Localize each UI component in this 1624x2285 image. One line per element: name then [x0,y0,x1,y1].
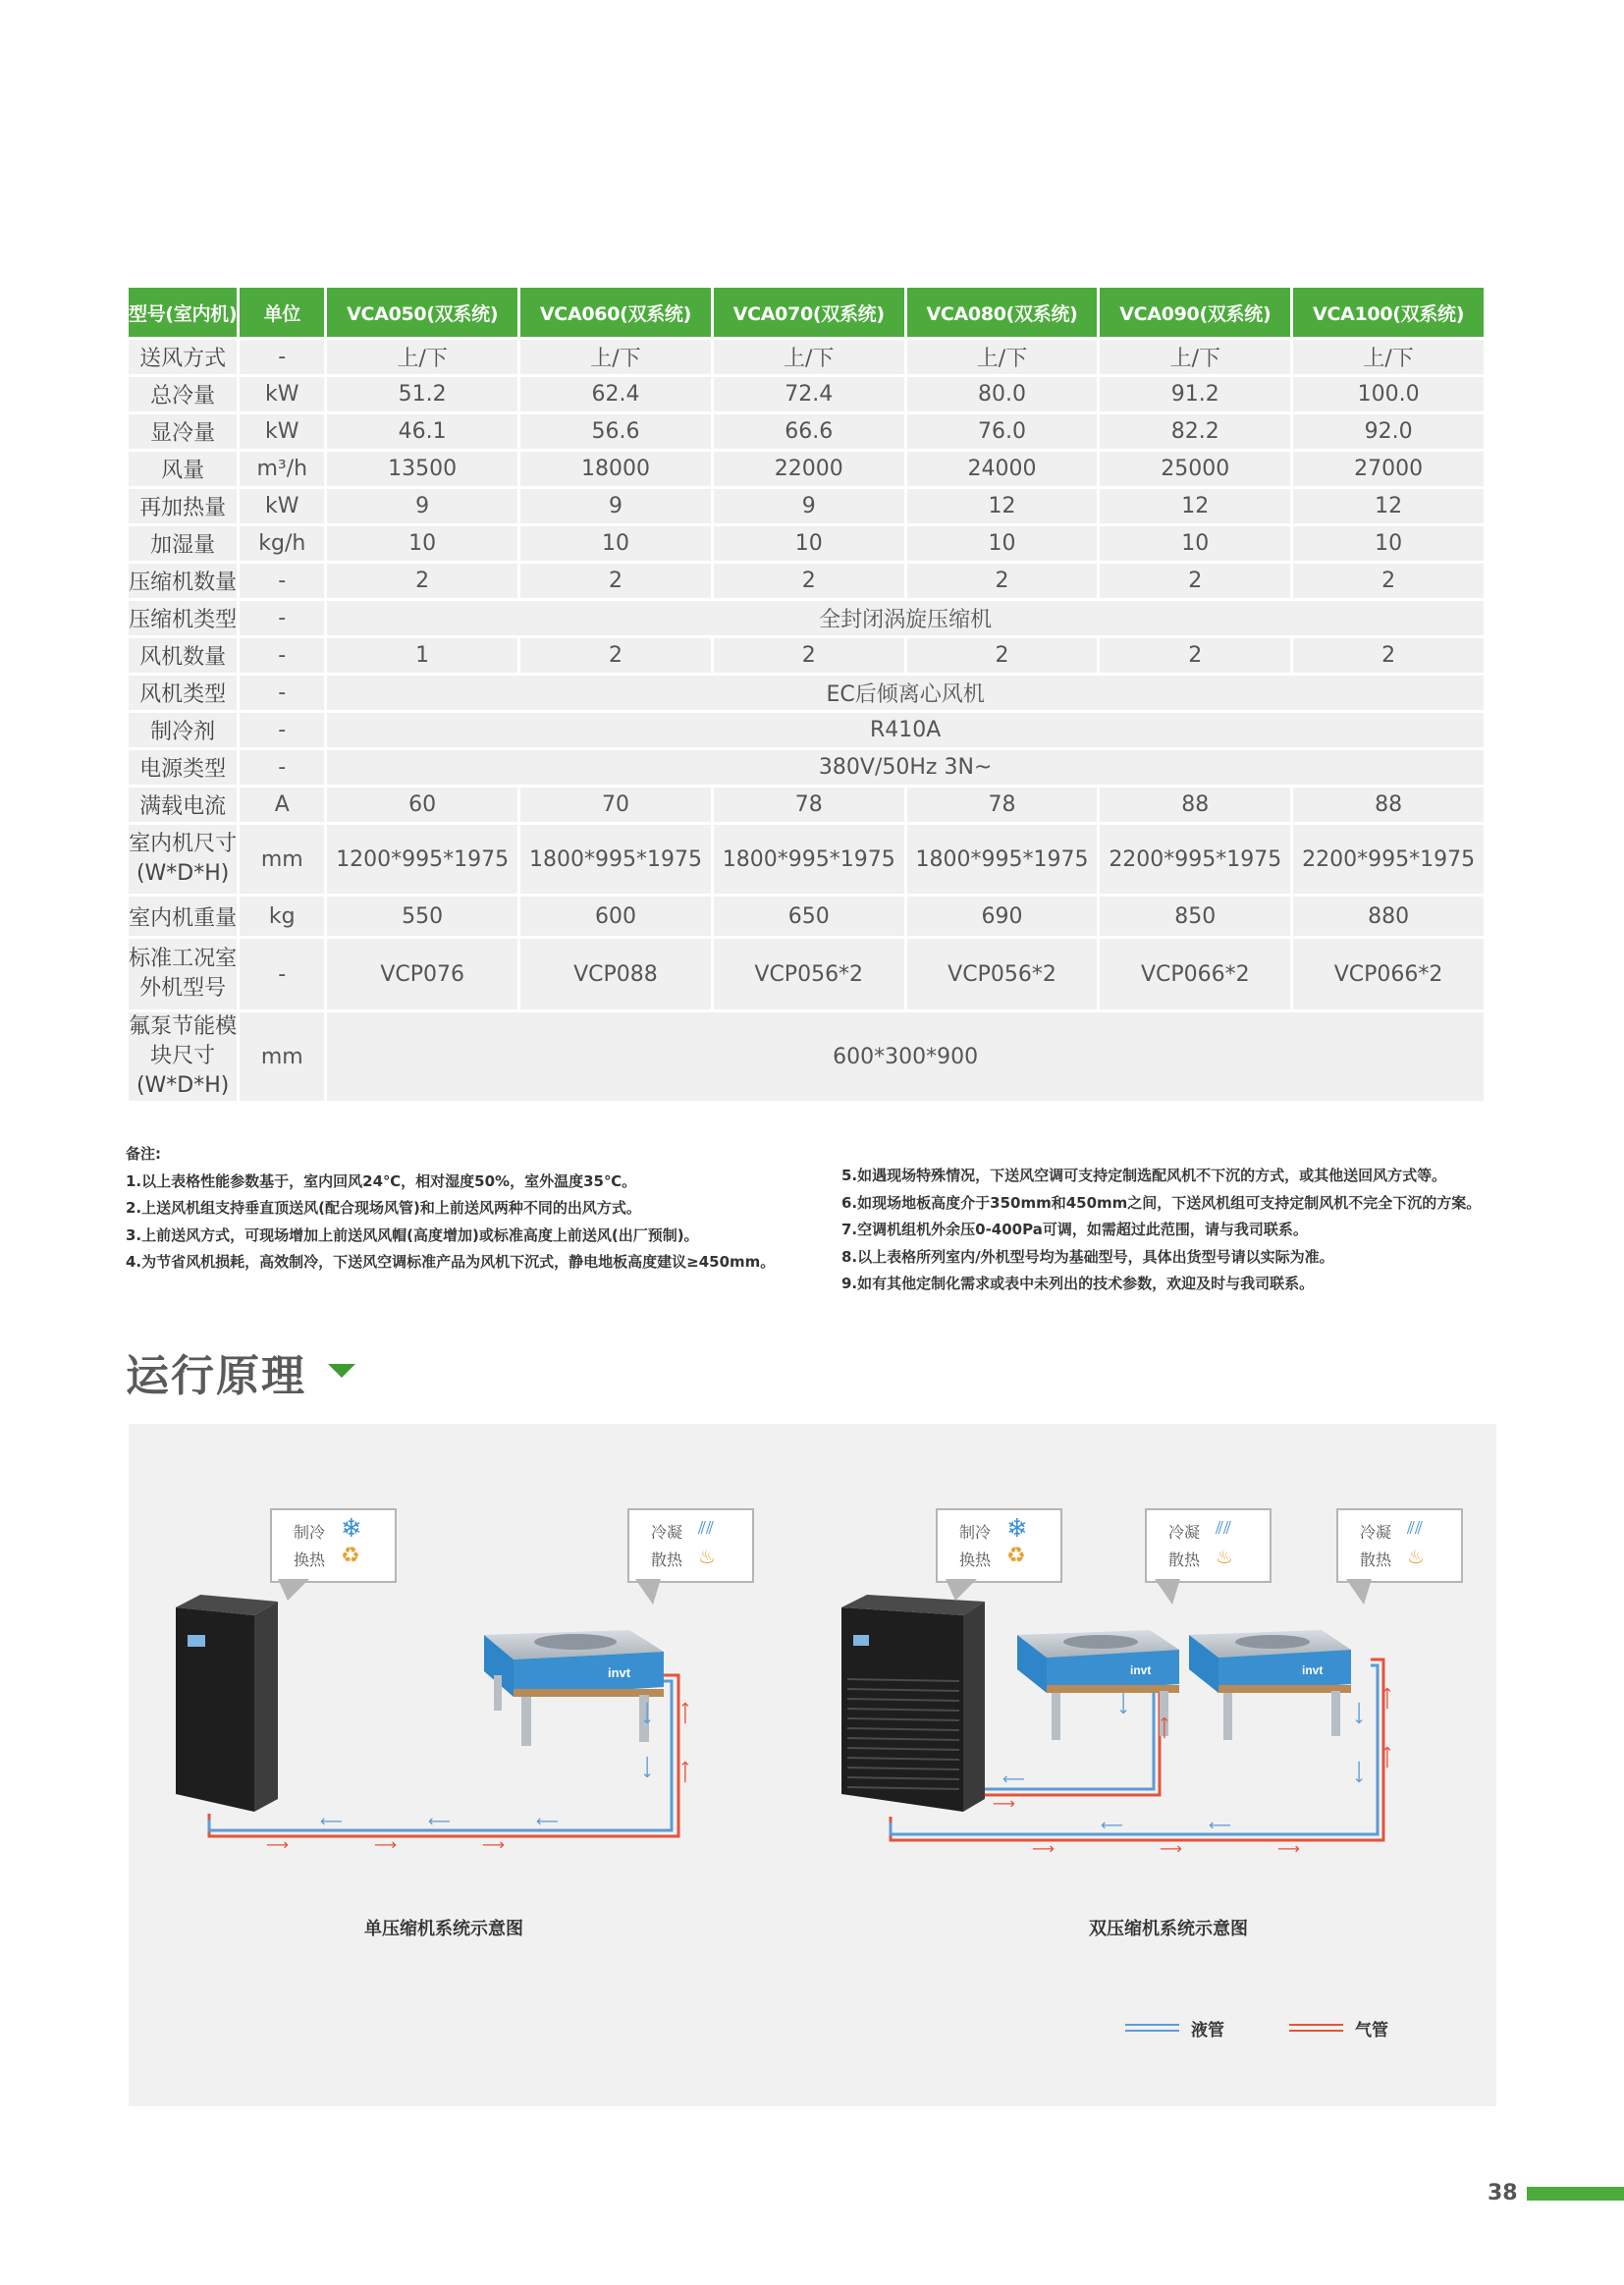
table-cell: 56.6 [520,414,711,449]
table-cell-merged: R410A [327,713,1484,747]
table-cell: 62.4 [520,377,711,411]
brand-label: invt [608,1665,631,1680]
row-label: 风量 [129,452,237,486]
table-cell: VCP056*2 [907,939,1098,1009]
spec-row [129,526,1484,561]
caption-single-compressor: 单压缩机系统示意图 [364,1919,523,1939]
svg-text:⟶: ⟶ [993,1794,1015,1813]
bubble-tail [946,1579,977,1601]
note-6: 6.如现场地板高度介于350mm和450mm之间，下送风机组可支持定制风机不完全下沉的方案。 [841,1193,1482,1212]
svg-text:⟶: ⟶ [638,1756,657,1778]
spec-row [129,750,1484,785]
svg-text:⟶: ⟶ [1350,1761,1369,1783]
bubble-tail [278,1579,309,1601]
spec-row [129,489,1484,523]
table-cell-merged: EC后倾离心风机 [327,676,1484,710]
table-cell: 78 [907,788,1098,822]
svg-text:⟶: ⟶ [1155,1716,1173,1739]
table-cell: 上/下 [714,340,904,374]
table-cell: 13500 [327,452,517,486]
row-unit: - [240,601,324,635]
table-cell: 10 [1293,526,1484,561]
table-cell: 上/下 [907,340,1098,374]
row-label: 室内机尺寸(W*D*H) [129,825,237,894]
table-cell: 2 [907,564,1098,598]
row-label: 显冷量 [129,414,237,449]
row-unit: kW [240,489,324,523]
spec-row [129,788,1484,822]
notes-right [841,1163,1481,1298]
table-cell: 1200*995*1975 [327,825,517,894]
table-cell: 上/下 [327,340,517,374]
table-cell: 2 [1100,638,1290,673]
spec-row [129,414,1484,449]
bubble-outdoor-single [627,1508,754,1583]
table-cell: 82.2 [1100,414,1290,449]
svg-text:⟶: ⟶ [638,1702,657,1724]
table-cell: 76.0 [907,414,1098,449]
note-4: 4.为节省风机损耗，高效制冷，下送风空调标准产品为风机下沉式，静电地板高度建议≥450mm。 [126,1253,776,1271]
note-8: 8.以上表格所列室内/外机型号均为基础型号，具体出货型号请以实际为准。 [841,1247,1334,1266]
table-cell: VCP056*2 [714,939,904,1009]
row-label: 制冷剂 [129,713,237,747]
note-2: 2.上送风机组支持垂直顶送风(配合现场风管)和上前送风两种不同的出风方式。 [126,1199,641,1217]
table-cell-merged: 全封闭涡旋压缩机 [327,601,1484,635]
table-cell: 46.1 [327,414,517,449]
table-cell: 12 [1293,489,1484,523]
spec-row [129,377,1484,411]
brand-label: invt [1130,1663,1152,1677]
table-cell: 9 [327,489,517,523]
header-vca090: VCA090(双系统) [1100,288,1290,337]
table-cell: 690 [907,897,1098,936]
note-5: 5.如遇现场特殊情况，下送风空调可支持定制选配风机不下沉的方式，或其他送回风方式等。 [841,1167,1447,1184]
table-cell: 650 [714,897,904,936]
spec-row [129,601,1484,635]
row-label: 满载电流 [129,788,237,822]
table-cell: 18000 [520,452,711,486]
table-cell: 2 [714,564,904,598]
table-cell: 80.0 [907,377,1098,411]
note-3: 3.上前送风方式，可现场增加上前送风风帽(高度增加)或标准高度上前送风(出厂预制)。 [126,1225,699,1244]
table-cell: 100.0 [1293,377,1484,411]
heat-icon: ♨ [698,1545,716,1568]
legend-gas-label: 气管 [1355,2021,1388,2040]
row-label: 风机类型 [129,676,237,710]
table-cell: 2 [520,564,711,598]
brand-label: invt [1302,1663,1324,1677]
table-cell-merged: 600*300*900 [327,1012,1484,1101]
row-label: 电源类型 [129,750,237,785]
table-cell: 2 [1293,638,1484,673]
table-cell: 10 [1100,526,1290,561]
table-cell: 880 [1293,897,1484,936]
svg-text:⟶: ⟶ [374,1835,397,1854]
svg-text:⟶: ⟶ [1350,1702,1369,1724]
table-cell: 10 [520,526,711,561]
svg-text:⟶: ⟶ [266,1835,289,1854]
table-cell: 上/下 [520,340,711,374]
bubble-label-dissipate: 散热 [1360,1551,1392,1569]
svg-text:⟵: ⟵ [1209,1816,1231,1834]
table-cell: 2200*995*1975 [1100,825,1290,894]
svg-text:⟵: ⟵ [1002,1769,1025,1788]
spec-row [129,340,1484,374]
svg-text:⟵: ⟵ [1101,1816,1123,1834]
legend-lines [1125,2025,1343,2031]
table-cell: 2 [907,638,1098,673]
table-cell: 9 [714,489,904,523]
row-unit: - [240,750,324,785]
snowflake-icon: ❄ [1006,1514,1028,1544]
svg-text:⟶: ⟶ [1032,1839,1055,1858]
note-9: 9.如有其他定制化需求或表中未列出的技术参数，欢迎及时与我司联系。 [841,1275,1315,1292]
table-cell: 1800*995*1975 [520,825,711,894]
table-cell: 27000 [1293,452,1484,486]
row-unit: - [240,340,324,374]
double-system [841,1595,1396,1858]
bubble-label-dissipate: 散热 [1168,1551,1201,1569]
wind-icon: ⫽⫽ [1216,1518,1232,1539]
wind-icon: ⫽⫽ [698,1518,715,1539]
row-label: 室内机重量 [129,897,237,936]
row-unit: - [240,713,324,747]
row-label: 风机数量 [129,638,237,673]
row-label: 氟泵节能模块尺寸(W*D*H) [129,1012,237,1101]
row-unit: - [240,564,324,598]
page-number: 38 [1488,2181,1518,2205]
section-title: 运行原理 [126,1351,306,1401]
bubble-indoor-double [936,1508,1062,1583]
row-unit: m³/h [240,452,324,486]
table-cell: 1 [327,638,517,673]
spec-row [129,825,1484,894]
table-cell: 78 [714,788,904,822]
table-cell: VCP066*2 [1100,939,1290,1009]
table-cell: 550 [327,897,517,936]
header-unit: 单位 [240,288,324,337]
svg-text:⟵: ⟵ [320,1812,343,1830]
header-vca100: VCA100(双系统) [1293,288,1484,337]
table-cell: 2200*995*1975 [1293,825,1484,894]
spec-row [129,676,1484,710]
bubble-label-condense: 冷凝 [1168,1523,1201,1542]
table-cell: 60 [327,788,517,822]
bubble-tail [635,1579,661,1605]
table-cell: 70 [520,788,711,822]
svg-text:⟶: ⟶ [676,1761,694,1783]
table-cell: 上/下 [1293,340,1484,374]
bubble-label-cool: 制冷 [959,1523,992,1542]
row-unit: kg [240,897,324,936]
table-cell: 2 [714,638,904,673]
note-7: 7.空调机组机外余压0-400Pa可调，如需超过此范围，请与我司联系。 [841,1221,1308,1238]
wind-icon: ⫽⫽ [1407,1518,1424,1539]
svg-text:⟶: ⟶ [1378,1746,1396,1768]
svg-text:⟵: ⟵ [428,1812,451,1830]
table-cell: 22000 [714,452,904,486]
table-cell: 2 [520,638,711,673]
table-cell: 10 [327,526,517,561]
row-unit: kg/h [240,526,324,561]
table-cell: 92.0 [1293,414,1484,449]
table-cell: 88 [1100,788,1290,822]
bubble-label-condense: 冷凝 [651,1523,683,1542]
row-unit: mm [240,825,324,894]
indoor-unit-single [176,1595,278,1812]
footer-accent-bar [1527,2187,1624,2201]
table-cell: 600 [520,897,711,936]
row-label: 标准工况室外机型号 [129,939,237,1009]
table-cell: 88 [1293,788,1484,822]
row-unit: - [240,939,324,1009]
row-unit: kW [240,377,324,411]
bubble-tail [1155,1579,1180,1605]
svg-text:⟶: ⟶ [1160,1839,1182,1858]
indoor-unit-double [841,1595,985,1812]
row-unit: A [240,788,324,822]
spec-row [129,713,1484,747]
svg-text:⟶: ⟶ [482,1835,505,1854]
spec-row [129,638,1484,673]
table-cell: 1800*995*1975 [907,825,1098,894]
notes-left [126,1141,775,1277]
header-vca080: VCA080(双系统) [907,288,1098,337]
bubble-outdoor-double-1 [1145,1508,1272,1583]
single-system [176,1595,694,1854]
table-cell: 24000 [907,452,1098,486]
row-label: 加湿量 [129,526,237,561]
row-label: 压缩机数量 [129,564,237,598]
spec-row [129,452,1484,486]
table-cell: 66.6 [714,414,904,449]
table-cell: 25000 [1100,452,1290,486]
table-cell: 2 [1293,564,1484,598]
outdoor-unit-single [484,1630,664,1746]
row-label: 再加热量 [129,489,237,523]
heat-icon: ♨ [1407,1545,1425,1568]
table-cell: 2 [327,564,517,598]
table-cell: 1800*995*1975 [714,825,904,894]
table-cell: VCP076 [327,939,517,1009]
table-cell: 10 [714,526,904,561]
table-cell: 2 [1100,564,1290,598]
heat-icon: ♨ [1216,1545,1233,1568]
svg-text:⟶: ⟶ [1277,1839,1300,1858]
bubble-outdoor-double-2 [1336,1508,1463,1583]
principle-diagram [129,1424,1496,2106]
table-cell: 9 [520,489,711,523]
table-cell-merged: 380V/50Hz 3N~ [327,750,1484,785]
bubble-label-exchange: 换热 [959,1551,992,1569]
table-cell: VCP088 [520,939,711,1009]
bubble-label-cool: 制冷 [294,1523,326,1542]
bubble-label-dissipate: 散热 [651,1551,683,1569]
table-cell: 51.2 [327,377,517,411]
row-label: 压缩机类型 [129,601,237,635]
header-vca070: VCA070(双系统) [714,288,904,337]
row-unit: kW [240,414,324,449]
spec-row [129,1012,1484,1101]
svg-text:⟵: ⟵ [536,1812,559,1830]
row-unit: - [240,676,324,710]
header-vca060: VCA060(双系统) [520,288,711,337]
header-vca050: VCA050(双系统) [327,288,517,337]
bubble-label-condense: 冷凝 [1360,1523,1392,1542]
svg-text:⟶: ⟶ [676,1702,694,1724]
table-cell: 91.2 [1100,377,1290,411]
row-unit: mm [240,1012,324,1101]
table-cell: VCP066*2 [1293,939,1484,1009]
row-label: 总冷量 [129,377,237,411]
table-cell: 72.4 [714,377,904,411]
row-label: 送风方式 [129,340,237,374]
note-1: 1.以上表格性能参数基于，室内回风24℃，相对湿度50%，室外温度35℃。 [126,1171,637,1190]
table-cell: 10 [907,526,1098,561]
legend-liquid-label: 液管 [1191,2021,1224,2040]
table-cell: 上/下 [1100,340,1290,374]
recycle-icon: ♻ [341,1544,360,1568]
header-model: 型号(室内机) [129,288,237,337]
svg-text:⟶: ⟶ [1114,1692,1133,1714]
recycle-icon: ♻ [1006,1544,1026,1568]
spec-row [129,939,1484,1009]
row-unit: - [240,638,324,673]
bubble-tail [1346,1579,1372,1605]
spec-header-row [129,288,1484,337]
spec-row [129,897,1484,936]
table-cell: 12 [1100,489,1290,523]
liquid-arrows [320,1702,657,1830]
liquid-pipe [209,1681,672,1830]
section-triangle-icon [328,1364,355,1378]
outdoor-unit-double-2 [1189,1630,1351,1740]
caption-double-compressor: 双压缩机系统示意图 [1089,1919,1248,1939]
svg-text:⟶: ⟶ [1378,1687,1396,1710]
spec-table [126,285,1487,1104]
bubble-indoor-single [270,1508,397,1583]
notes-title: 备注: [126,1145,161,1163]
spec-row [129,564,1484,598]
table-cell: 850 [1100,897,1290,936]
table-cell: 12 [907,489,1098,523]
snowflake-icon: ❄ [341,1514,362,1544]
bubble-label-exchange: 换热 [294,1551,326,1569]
